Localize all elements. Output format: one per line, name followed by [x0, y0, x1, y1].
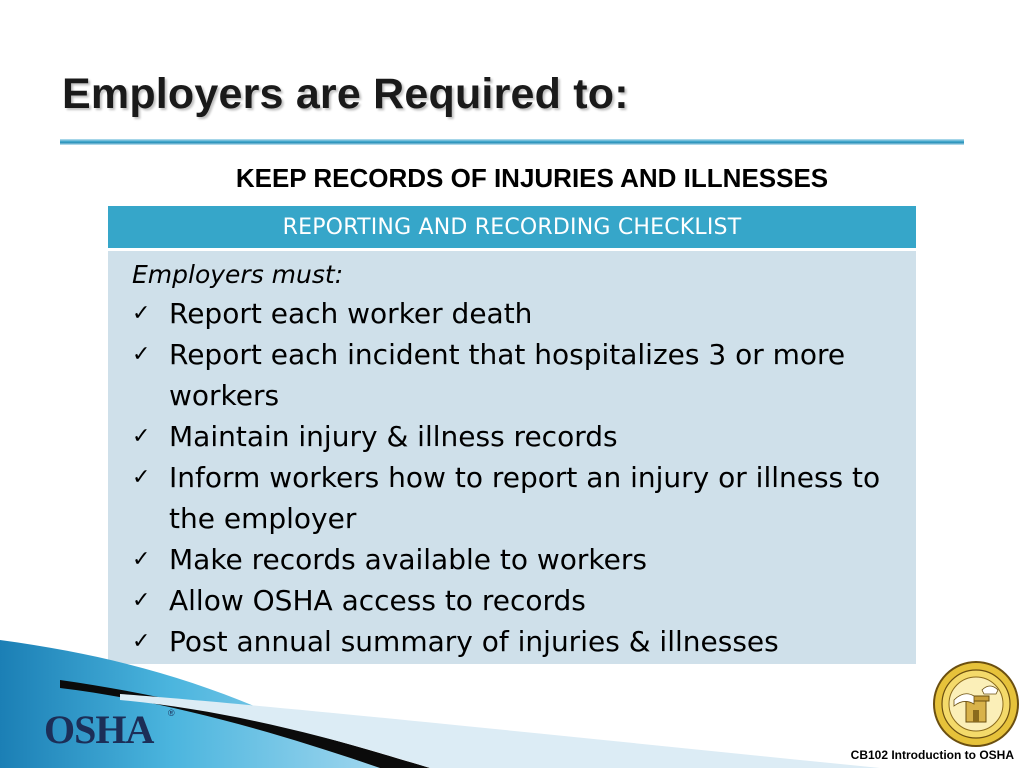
checklist-body [108, 251, 916, 664]
title-divider [60, 139, 964, 145]
checkmark-icon: ✓ [132, 465, 151, 490]
checklist-item-text: Inform workers how to report an injury or illness to the employer [169, 461, 881, 535]
registered-mark: ® [168, 708, 175, 718]
osha-logo: OSHA [44, 707, 154, 752]
checklist-header: REPORTING AND RECORDING CHECKLIST [108, 206, 916, 248]
checklist-item-text: Make records available to workers [169, 543, 647, 576]
checklist-item [132, 416, 896, 457]
checkmark-icon: ✓ [132, 629, 151, 654]
checklist-item-text: Report each incident that hospitalizes 3 or more workers [169, 338, 846, 412]
checkmark-icon: ✓ [132, 424, 151, 449]
checklist-lead: Employers must: [132, 260, 344, 289]
section-subtitle: KEEP RECORDS OF INJURIES AND ILLNESSES [235, 163, 829, 193]
checkmark-icon: ✓ [132, 342, 151, 367]
checklist-item [132, 580, 896, 621]
footer-course-label: CB102 Introduction to OSHA [850, 748, 1014, 762]
checklist-item-text: Report each worker death [169, 297, 533, 330]
checkmark-icon: ✓ [132, 547, 151, 572]
checklist-item [132, 293, 896, 334]
checklist-item-text: Post annual summary of injuries & illnesses [169, 625, 779, 658]
checklist-item [132, 334, 896, 416]
checklist-item-text: Maintain injury & illness records [169, 420, 618, 453]
checkmark-icon: ✓ [132, 588, 151, 613]
checklist-item-text: Allow OSHA access to records [169, 584, 586, 617]
checkmark-icon: ✓ [132, 301, 151, 326]
checklist-item [132, 457, 896, 539]
checklist-items [132, 293, 896, 662]
training-institute-seal-icon [932, 660, 1020, 748]
slide-title: Employers are Required to: [62, 70, 629, 118]
checklist-item [132, 539, 896, 580]
